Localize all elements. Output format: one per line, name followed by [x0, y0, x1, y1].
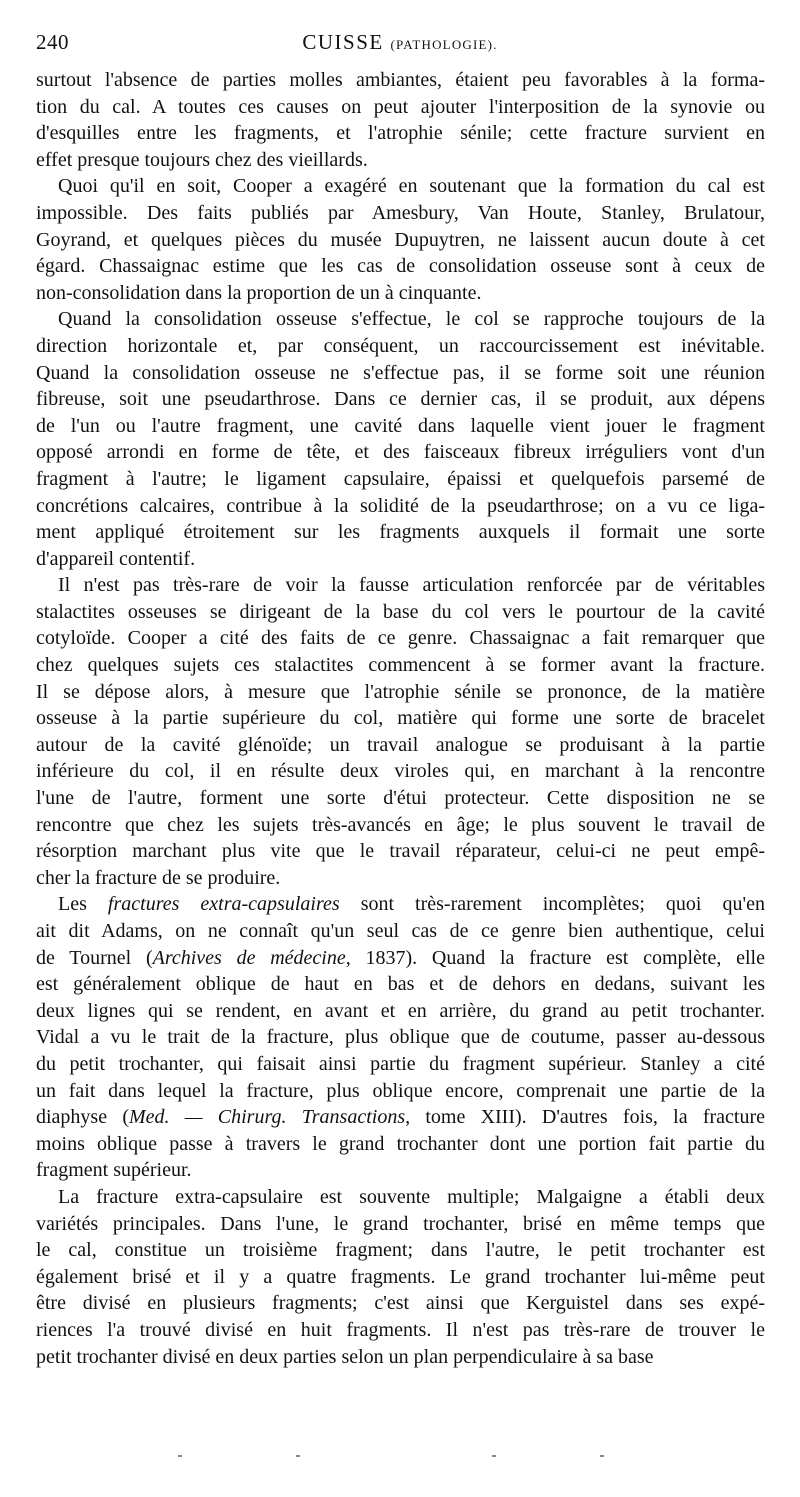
text-line: La fracture extra-capsulaire est souvente multiple; Malgaigne a établi deux: [58, 1185, 765, 1208]
text-line: un fait dans lequel la fracture, plus oblique encore, comprenait une partie de la: [36, 1079, 765, 1102]
text-line: riences l'a trouvé divisé en huit fragments. Il n'est pas très-rare de trouver le: [36, 1318, 765, 1341]
text-line: impossible. Des faits publiés par Amesbury, Van Houte, Stanley, Brulatour,: [36, 201, 765, 224]
text-line: non-consolidation dans la proportion de un à cinquante.: [36, 281, 482, 304]
page-header: [36, 30, 764, 58]
text-line: d'appareil contentif.: [36, 547, 196, 570]
text-line: résorption marchant plus vite que le travail réparateur, celui-ci ne peut empê-: [36, 840, 765, 863]
text-line: concrétions calcaires, contribue à la solidité de la pseudarthrose; on a vu ce liga-: [36, 494, 765, 517]
speck: [600, 1455, 604, 1457]
text-line: d'esquilles entre les fragments, et l'atrophie sénile; cette fracture survient en: [36, 122, 765, 145]
page-body: [36, 67, 765, 1370]
text-line: effet presque toujours chez des vieillards.: [36, 148, 368, 171]
text-line: Quoi qu'il en soit, Cooper a exagéré en soutenant que la formation du cal est: [58, 175, 765, 198]
paragraph: [36, 67, 765, 173]
text-line: surtout l'absence de parties molles ambiantes, étaient peu favorables à la forma-: [36, 69, 765, 91]
text-line: également brisé et il y a quatre fragments. Le grand trochanter lui-même peut: [36, 1265, 765, 1288]
text-line: direction horizontale et, par conséquent, un raccourcissement est inévitable.: [36, 334, 765, 357]
text-line: chez quelques sujets ces stalactites commencent à se former avant la fracture.: [36, 654, 765, 677]
text-line: inférieure du col, il en résulte deux viroles qui, en marchant à la rencontre: [36, 760, 765, 783]
text-line: ait dit Adams, on ne connaît qu'un seul cas de ce genre bien authentique, celui: [36, 920, 765, 942]
text-line: est généralement oblique de haut en bas et de dehors en dedans, suivant les: [36, 973, 765, 996]
text-line: Quand la consolidation osseuse ne s'effectue pas, il se forme soit une réunion: [36, 361, 765, 384]
text-line: petit trochanter divisé en deux parties selon un plan perpendiculaire à sa base: [36, 1345, 654, 1368]
paragraph: [36, 306, 765, 572]
text-line: moins oblique passe à travers le grand trochanter dont une portion fait partie du: [36, 1132, 765, 1155]
text-line: osseuse à la partie supérieure du col, matière qui forme une sorte de bracelet: [36, 707, 765, 730]
page-number: 240: [36, 30, 69, 54]
footer-specks: [0, 1455, 800, 1465]
paragraph: [36, 572, 765, 891]
text-line: opposé arrondi en forme de tête, et des faisceaux fibreux irréguliers vont d'un: [36, 441, 765, 464]
text-line: ment appliqué étroitement sur les fragments auxquels il formait une sorte: [36, 521, 765, 544]
text-line: stalactites osseuses se dirigeant de la base du col vers le pourtour de la cavité: [36, 600, 765, 623]
text-line: fragment supérieur.: [36, 1159, 192, 1182]
text-line: fragment à l'autre; le ligament capsulaire, épaissi et quelquefois parsemé de: [36, 467, 765, 490]
text-line: cher la fracture de se produire.: [36, 866, 281, 889]
speck: [492, 1455, 496, 1457]
running-head-title: CUISSE: [302, 30, 384, 54]
text-line: variétés principales. Dans l'une, le grand trochanter, brisé en même temps que: [36, 1212, 765, 1235]
text-line: être divisé en plusieurs fragments; c'est ainsi que Kerguistel dans ses expé-: [36, 1292, 765, 1315]
text-line: fibreuse, soit une pseudarthrose. Dans ce dernier cas, il se produit, aux dépens: [36, 388, 765, 411]
text-line: diaphyse (Med. — Chirurg. Transactions, tome XIII). D'autres fois, la fracture: [36, 1106, 765, 1129]
text-line: cotyloïde. Cooper a cité des faits de ce genre. Chassaignac a fait remarquer que: [36, 627, 765, 650]
paragraph: [36, 891, 765, 1184]
text-line: le cal, constitue un troisième fragment; dans l'autre, le petit trochanter est: [36, 1239, 765, 1262]
text-line: Quand la consolidation osseuse s'effectue, le col se rapproche toujours de la: [58, 308, 765, 331]
text-line: Il se dépose alors, à mesure que l'atrophie sénile se prononce, de la matière: [36, 680, 765, 703]
running-head: [36, 30, 764, 55]
text-line: de l'un ou l'autre fragment, une cavité dans laquelle vient jouer le fragment: [36, 414, 765, 437]
text-line: de Tournel (Archives de médecine, 1837). Quand la fracture est complète, elle: [36, 946, 765, 969]
text-line: Vidal a vu le trait de la fracture, plus oblique que de coutume, passer au-dessous: [36, 1026, 765, 1049]
text-line: rencontre que chez les sujets très-avancés en âge; le plus souvent le travail de: [36, 813, 765, 836]
text-line: l'une de l'autre, forment une sorte d'étui protecteur. Cette disposition ne se: [36, 787, 765, 810]
text-line: Goyrand, et quelques pièces du musée Dupuytren, ne laissent aucun doute à cet: [36, 228, 765, 251]
speck: [296, 1455, 300, 1457]
running-head-subtitle: (PATHOLOGIE).: [390, 37, 498, 52]
text-line: égard. Chassaignac estime que les cas de consolidation osseuse sont à ceux de: [36, 255, 765, 278]
text-line: autour de la cavité glénoïde; un travail analogue se produisant à la partie: [36, 733, 765, 756]
text-line: deux lignes qui se rendent, en avant et en arrière, du grand au petit trochanter.: [36, 999, 765, 1022]
text-line: Il n'est pas très-rare de voir la fausse articulation renforcée par de véritables: [58, 574, 765, 597]
text-line: du petit trochanter, qui faisait ainsi partie du fragment supérieur. Stanley a cité: [36, 1052, 765, 1075]
text-line: Les fractures extra-capsulaires sont très-rarement incomplètes; quoi qu'en: [58, 893, 765, 916]
paragraph: [36, 1184, 765, 1370]
paragraph: [36, 173, 765, 306]
text-line: tion du cal. A toutes ces causes on peut ajouter l'interposition de la synovie ou: [36, 95, 765, 118]
speck: [178, 1455, 182, 1457]
